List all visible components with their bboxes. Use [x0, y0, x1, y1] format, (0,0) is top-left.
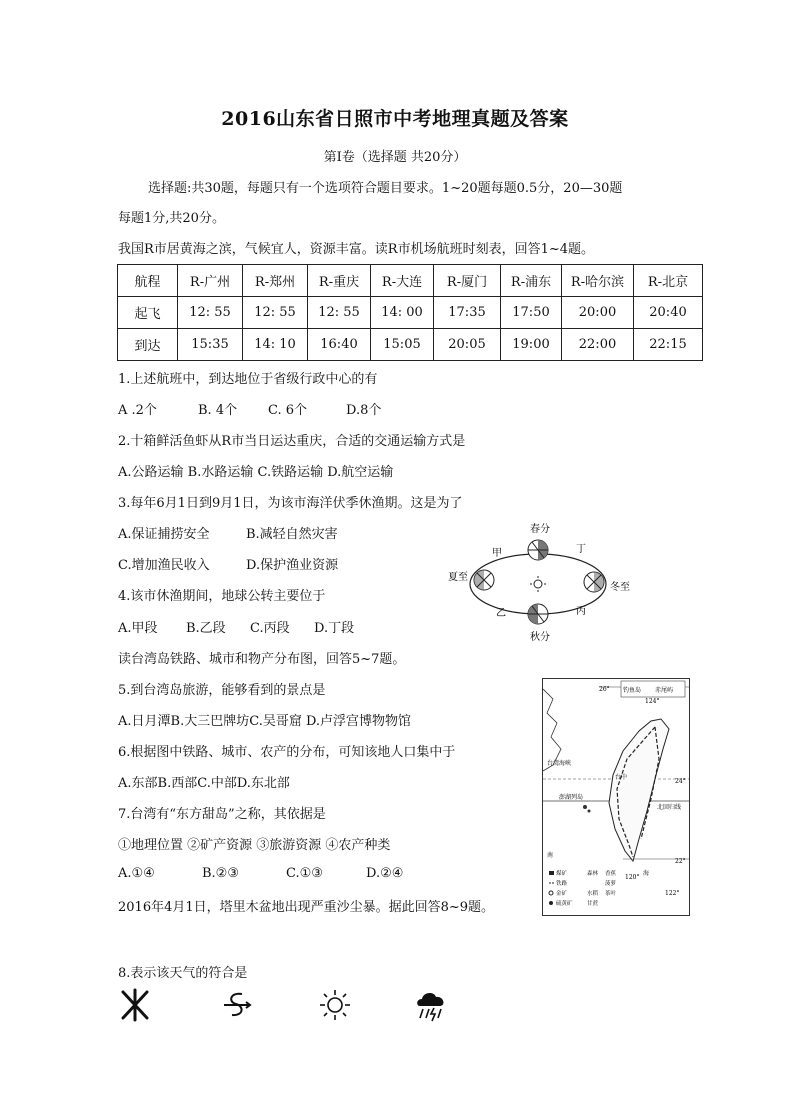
table-cell: 17:35: [434, 297, 501, 329]
taiwan-island: [609, 719, 669, 861]
question-3-option-d: D.保护渔业资源: [246, 558, 339, 573]
legend-item: 煤矿: [556, 871, 568, 877]
table-cell: 17:50: [501, 297, 562, 329]
table-header-cell: R-重庆: [308, 265, 371, 297]
label-spring: 春分: [530, 524, 550, 535]
legend-item: 水稻: [587, 891, 599, 897]
sunny-symbol-icon: [318, 988, 352, 1022]
question-2-stem: 2.十箱鲜活鱼虾从R市当日运达重庆，合适的交通运输方式是: [118, 434, 466, 449]
option-a: A .2个: [118, 403, 157, 418]
option-b: B.②③: [202, 866, 239, 881]
flight-context: 我国R市居黄海之滨，气候宜人，资源丰富。读R市机场航班时刻表，回答1~4题。: [118, 242, 595, 257]
table-cell: 15:05: [371, 329, 434, 361]
label-penghu: 澎湖列岛: [559, 794, 584, 801]
table-cell: 20:00: [562, 297, 634, 329]
earth-autumn-icon: [528, 604, 548, 624]
legend-item: 甘蔗: [587, 901, 599, 907]
thunderstorm-symbol-icon: [414, 988, 450, 1022]
table-cell: 19:00: [501, 329, 562, 361]
penghu-island: [583, 805, 587, 809]
legend-item: 森林: [587, 871, 599, 877]
table-cell: 22:15: [634, 329, 703, 361]
label-sea: 海: [643, 870, 650, 877]
lat-26: 26°: [599, 686, 610, 693]
table-header-cell: R-大连: [371, 265, 434, 297]
lon-120: 120°: [625, 874, 640, 881]
table-cell: 20:40: [634, 297, 703, 329]
table-header-cell: 航程: [118, 265, 178, 297]
table-row: [118, 297, 703, 329]
option-b: B.乙段: [186, 621, 226, 636]
lon-122: 122°: [665, 890, 680, 897]
label-chiwei: 赤尾屿: [655, 687, 674, 694]
earth-spring-icon: [528, 540, 548, 560]
table-cell: 到达: [118, 329, 178, 361]
label-tropic: 北回归线: [657, 804, 682, 811]
lat-22: 22°: [675, 858, 686, 865]
label-autumn: 秋分: [530, 632, 550, 643]
table-cell: 15:35: [178, 329, 243, 361]
table-row: [118, 329, 703, 361]
option-d: D.8个: [346, 403, 382, 418]
label-yi: 乙: [496, 608, 506, 619]
table-cell: 起飞: [118, 297, 178, 329]
option-c: C.丙段: [250, 621, 290, 636]
question-2-options: A.公路运输 B.水路运输 C.铁路运输 D.航空运输: [118, 465, 394, 480]
legend-item: 菠萝: [605, 881, 617, 887]
label-taizhong: 台中: [615, 774, 628, 781]
page-title: 2016山东省日照市中考地理真题及答案: [221, 108, 569, 130]
table-cell: 12: 55: [308, 297, 371, 329]
table-cell: 14: 00: [371, 297, 434, 329]
table-header-cell: R-浦东: [501, 265, 562, 297]
sandstorm-symbol-icon: [118, 988, 152, 1022]
table-cell: 22:00: [562, 329, 634, 361]
option-a: A.甲段: [118, 621, 158, 636]
lon-124: 124°: [645, 698, 660, 705]
legend-item: 金矿: [556, 891, 568, 897]
table-header-cell: R-哈尔滨: [562, 265, 634, 297]
question-3-option-a: A.保证捕捞安全: [118, 527, 210, 542]
legend-item: 茶叶: [605, 891, 617, 897]
question-6-stem: 6.根据图中铁路、城市、农产的分布，可知该地人口集中于: [118, 745, 456, 760]
table-header-row: [118, 265, 703, 297]
table-cell: 12: 55: [178, 297, 243, 329]
earth-winter-icon: [584, 572, 604, 592]
table-header-cell: R-郑州: [243, 265, 308, 297]
legend-item: 硫黄矿: [556, 901, 573, 907]
table-header-cell: R-北京: [634, 265, 703, 297]
option-b: B. 4个: [198, 403, 238, 418]
table-cell: 20:05: [434, 329, 501, 361]
label-winter: 冬至: [610, 582, 630, 593]
question-1-stem: 1.上述航班中，到达地位于省级行政中心的有: [118, 372, 378, 387]
flight-schedule-table: [117, 264, 703, 361]
earth-summer-icon: [474, 570, 494, 590]
label-south: 南: [547, 852, 554, 859]
question-6-options: A.东部B.西部C.中部D.东北部: [118, 776, 290, 791]
sun-icon: [530, 576, 546, 592]
label-jia: 甲: [492, 548, 502, 559]
legend-item: 铁路: [556, 881, 568, 887]
table-cell: 12: 55: [243, 297, 308, 329]
label-diaoyu: 钓鱼岛: [623, 687, 642, 694]
section-subtitle: 第Ⅰ卷（选择题 共20分）: [323, 150, 467, 165]
question-5-options: A.日月潭B.大三巴牌坊C.吴哥窟 D.卢浮宫博物物馆: [118, 714, 412, 729]
floating-dust-symbol-icon: [220, 988, 254, 1022]
option-a: A.①④: [118, 866, 155, 881]
table-header-cell: R-厦门: [434, 265, 501, 297]
label-bing: 丙: [576, 606, 586, 617]
option-c: C. 6个: [268, 403, 308, 418]
table-cell: 14: 10: [243, 329, 308, 361]
label-ding: 丁: [576, 544, 586, 555]
label-summer: 夏至: [448, 572, 468, 583]
question-8-stem: 8.表示该天气的符合是: [118, 966, 248, 981]
instructions-line1: 选择题:共30题，每题只有一个选项符合题目要求。1~20题每题0.5分，20—30题: [148, 181, 623, 196]
question-7-items: ①地理位置 ②矿产资源 ③旅游资源 ④农产种类: [118, 838, 391, 853]
tarim-intro: 2016年4月1日，塔里木盆地出现严重沙尘暴。据此回答8~9题。: [118, 900, 495, 915]
label-strait: 台湾海峡: [547, 760, 572, 767]
option-d: D.②④: [366, 866, 404, 881]
question-3-stem: 3.每年6月1日到9月1日，为该市海洋伏季休渔期。这是为了: [118, 496, 463, 511]
legend-item: 香蕉: [605, 871, 617, 877]
earth-orbit-diagram: [444, 518, 634, 644]
question-4-stem: 4.该市休渔期间，地球公转主要位于: [118, 589, 326, 604]
table-header-cell: R-广州: [178, 265, 243, 297]
table-cell: 16:40: [308, 329, 371, 361]
map-legend: [549, 869, 617, 907]
question-3-option-c: C.增加渔民收入: [118, 558, 210, 573]
taiwan-intro: 读台湾岛铁路、城市和物产分布图，回答5~7题。: [118, 652, 406, 667]
option-d: D.丁段: [314, 621, 355, 636]
lat-24: 24°: [675, 778, 686, 785]
mainland-coast: [543, 689, 561, 771]
option-c: C.①③: [286, 866, 323, 881]
taiwan-map: [542, 678, 690, 916]
question-3-option-b: B.减轻自然灾害: [246, 527, 338, 542]
question-5-stem: 5.到台湾岛旅游，能够看到的景点是: [118, 683, 326, 698]
question-7-stem: 7.台湾有“东方甜岛”之称，其依据是: [118, 807, 326, 822]
instructions-line2: 每题1分,共20分。: [118, 211, 225, 226]
